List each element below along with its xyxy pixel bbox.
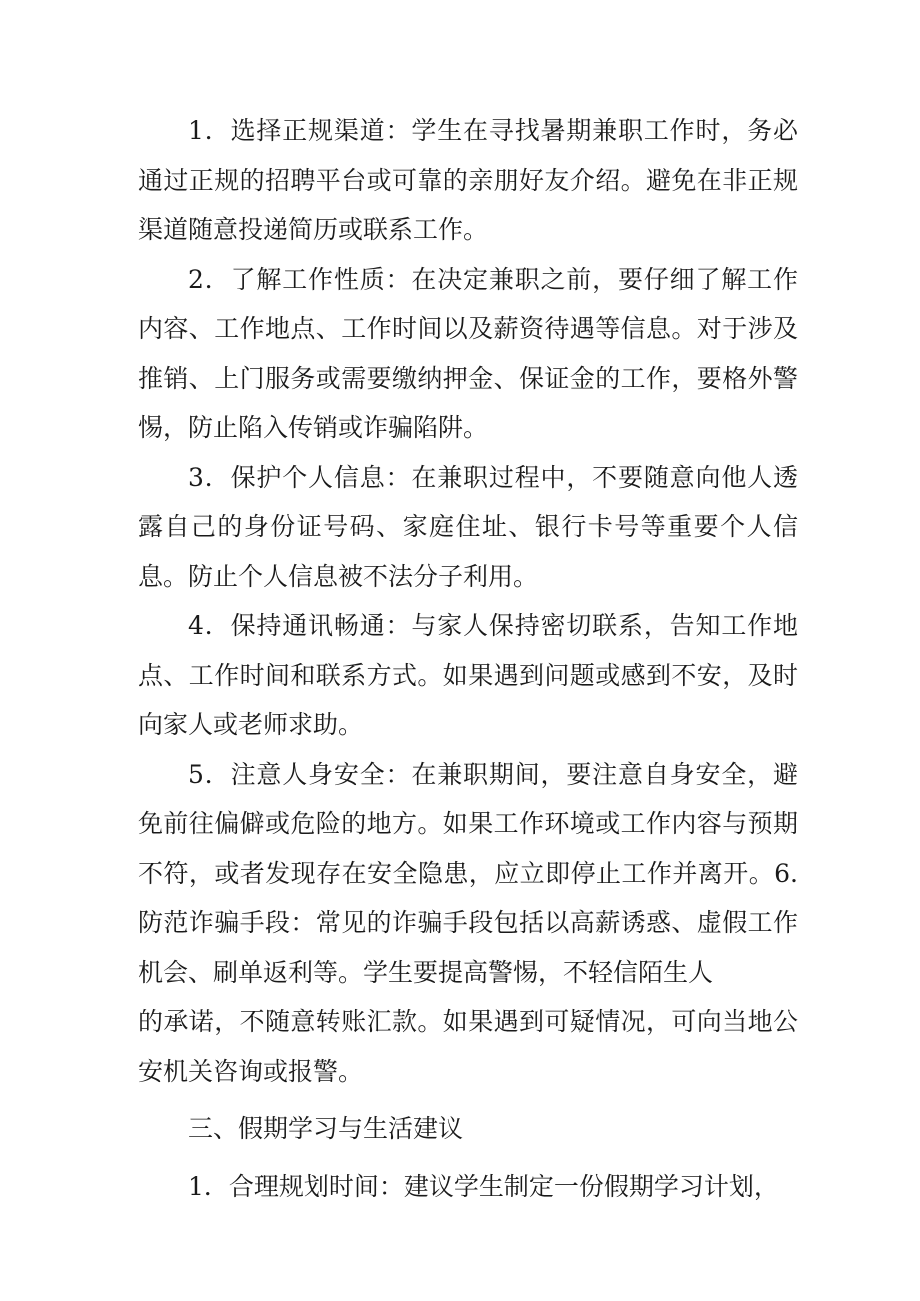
paragraph-2: 2．了解工作性质：在决定兼职之前，要仔细了解工作内容、工作地点、工作时间以及薪资待遇等信息。对于涉及推销、上门服务或需要缴纳押金、保证金的工作，要格外警惕，防止陷入传销或诈骗陷阱。 (138, 264, 798, 442)
paragraph-4: 4．保持通讯畅通：与家人保持密切联系，告知工作地点、工作时间和联系方式。如果遇到问题或感到不安，及时向家人或老师求助。 (138, 611, 798, 739)
paragraph-continuation: 的承诺，不随意转账汇款。如果遇到可疑情况，可向当地公安机关咨询或报警。 (138, 1007, 798, 1086)
paragraph-3: 3．保护个人信息：在兼职过程中，不要随意向他人透露自己的身份证号码、家庭住址、银行卡号等重要个人信息。防止个人信息被不法分子利用。 (138, 462, 798, 591)
paragraph-last: 1．合理规划时间：建议学生制定一份假期学习计划， (188, 1171, 779, 1201)
paragraph-5: 5．注意人身安全：在兼职期间，要注意自身安全，避免前往偏僻或危险的地方。如果工作环境或工作内容与预期不符，或者发现存在安全隐患，应立即停止工作并离开。6.防范诈骗手段：常见的诈骗手段包括以高薪诱惑、虚假工作机会、刷单返利等。学生要提高警惕，不轻信陌生人 (138, 759, 798, 987)
paragraph-1: 1．选择正规渠道：学生在寻找暑期兼职工作时，务必通过正规的招聘平台或可靠的亲朋好友介绍。避免在非正规渠道随意投递简历或联系工作。 (138, 116, 798, 244)
section-heading: 三、假期学习与生活建议 (188, 1114, 464, 1143)
document-body (138, 106, 798, 1211)
